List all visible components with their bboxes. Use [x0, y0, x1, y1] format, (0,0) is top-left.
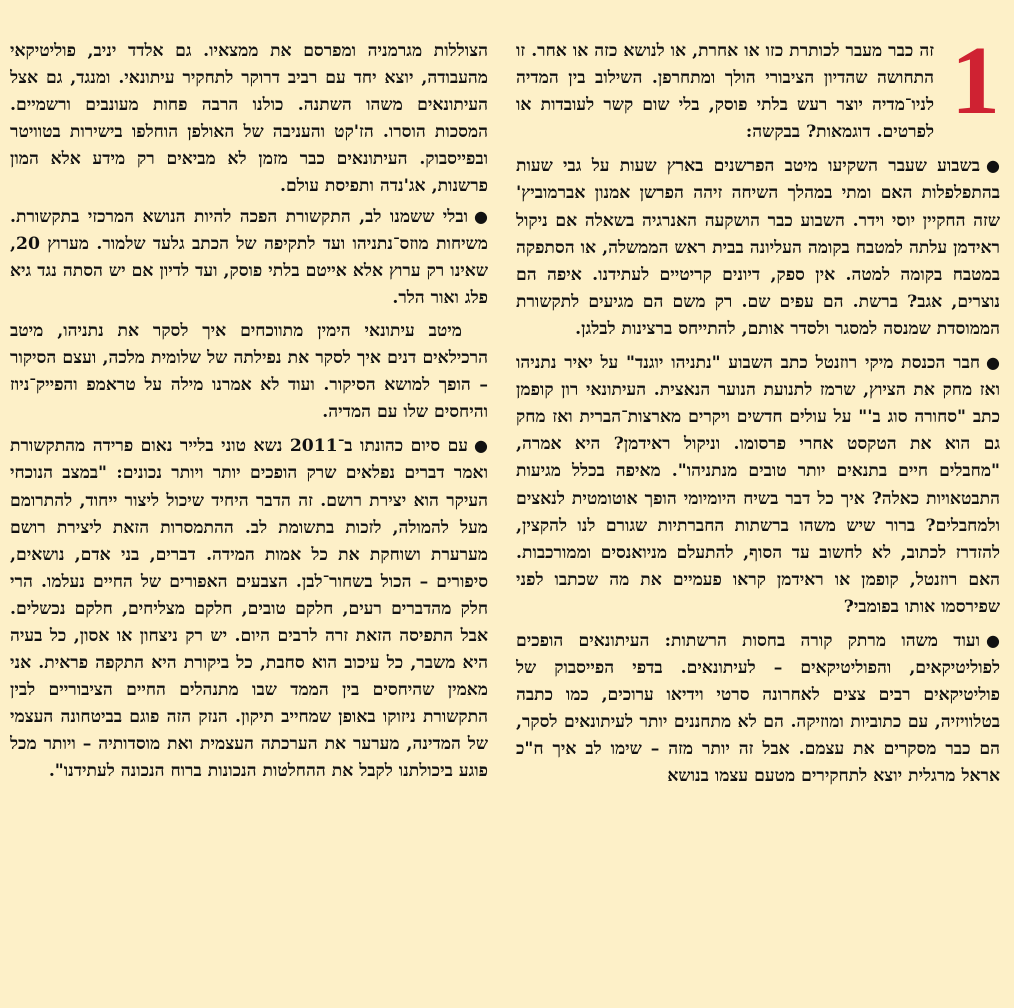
continuation-paragraph: הצוללות מגרמניה ומפרסם את ממצאיו. גם אלדד יניב, פוליטיקאי מהעבודה, יוצא יחד עם רביב דרוקר לתחקיר עיתונאי. ומנגד, גם אצל העיתונאים משהו השתנה. כולנו הרבה פחות מעונבים ורשמיים. המסכות הוסרו. הז'קט והעניבה של האולפן הוחלפו בישירות בטוויטר ובפייסבוק. העיתונאים כבר מזמן לא מביאים רק מידע אלא המון פרשנות, אג'נדה ותפיסת עולם.: [10, 41, 488, 197]
bullet-text-5: עם סיום כהונתו ב־2011 נשא טוני בלייר נאום פרידה מהתקשורת ואמר דברים נפלאים שרק הופכים יותר ויותר נכונים: "במצב הנוכחי העיקר הוא יצירת רושם. זה הדבר היחיד שיכול ליצור ייחוד, להתרומם מעל להמולה, לזכות בתשומת לב. ההתמסרות הזאת ליצירת רושם מערערת ושוחקת את כל אמות המידה. דברים, בני אדם, נושאים, סיפורים – הכול בשחור־לבן. הצבעים האפורים של החיים נעלמו. הרי חלק מהדברים רעים, חלקם טובים, חלקם מצליחים, חלקם נכשלים. אבל התפיסה הזאת זרה לרבים היום. יש רק ניצחון או אסון, כל בעיה היא משבר, כל עיכוב הוא סחבת, כל ביקורת היא התקפה פראית. אני מאמין שהיחסים בין הממד שבו מתנהלים החיים הציבוריים לבין התקשורת ניזוקו באופן שמחייב תיקון. הנזק הזה פוגם בביטחונה העצמי של המדינה, מערער את הערכתה העצמית ואת מוסדותיה – ויותר מכל פוגע ביכולתנו לקבל את ההחלטות הנכונות ברוח הנכונה לעתידנו".: [10, 436, 488, 782]
bullet-icon: ●: [474, 206, 488, 226]
bullet-icon: ●: [474, 436, 488, 456]
bullet-paragraph-4: [10, 203, 488, 312]
intro-paragraph: [516, 38, 1000, 146]
right-wing-journalists-paragraph: מיטב עיתונאי הימין מתווכחים איך לסקר את נתניהו, מיטב הרכילאים דנים איך לסקר את נפילתה של שלומית מלכה, ועצם הסיקור – הופך למושא הסיקור. ועוד לא אמרנו מילה על טראמפ והפייק־ניוז והיחסים שלו עם המדיה.: [10, 320, 488, 423]
bullet-text-2: חבר הכנסת מיקי רוזנטל כתב השבוע "נתניהו יוגנד" על יאיר נתניהו ואז מחק את הציוץ, שרמז לתנועת הנוער הנאצית. העיתונאי רון קופמן כתב "סחורה סוג ב'" על עולים חדשים ויקרים מארצות־הברית ואז מחק גם הוא את הטקסט אחרי פרסומו. וניקול ראידמן? היא אמרה, "מחבלים חיים בתנאים יותר טובים מנתניהו". מאיפה בכלל מגיעות התבטאויות כאלה? איך כל דבר בשיח היומיומי הופך אוטומטית לנאצים ולמחבלים? ברור שיש משהו ברשתות החברתיות שגורם לנו להקצין, להזדרז לכתוב, לא לחשוב עד הסוף, להתעלם מניואנסים וממורכבות. האם רוזנטל, קופמן או ראידמן קראו פעמיים את מה שכתבו לפני שפירסמו אותו בפומבי?: [516, 353, 1000, 617]
bullet-paragraph-2: [516, 349, 1000, 621]
bullet-icon: ●: [986, 156, 1000, 176]
article-column-left: [10, 38, 488, 998]
bullet-text-4: ובלי ששמנו לב, התקשורת הפכה להיות הנושא המרכזי בתקשורת. משיחות מוזס־נתניהו ועד לתקיפה של הכתב גלעד שלמור. מערוץ 20, שאינו רק ערוץ אלא אייטם בלתי פוסק, ועד לדיון אם יש הסתה נגד גיא פלג ואור הלר.: [10, 206, 488, 308]
drop-cap-numeral: 1: [951, 38, 1000, 135]
bullet-text-3: ועוד משהו מרתק קורה בחסות הרשתות: העיתונאים הופכים לפוליטיקאים, והפוליטיקאים – לעיתונאים. בדפי הפייסבוק של פוליטיקאים רבים צצים לאחרונה סרטי וידיאו ערוכים, כמו כתבה בטלוויזיה, עם כתוביות ומוזיקה. הם לא מתחננים יותר לעיתונאים לסקר, הם כבר מסקרים את עצמם. אבל זה יותר מזה – שימו לב איך ח"כ אראל מרגלית יוצא לתחקירים מטעם עצמו בנושא: [516, 630, 1000, 787]
bullet-paragraph-5: [10, 432, 488, 785]
bullet-icon: ●: [986, 353, 1000, 373]
article-column-right: [516, 38, 1000, 998]
bullet-icon: ●: [986, 630, 1000, 650]
bullet-paragraph-3: [516, 627, 1000, 791]
bullet-text-1: בשבוע שעבר השקיעו מיטב הפרשנים בארץ שעות על גבי שעות בהתפלפלות האם ומתי במהלך השיחה זיהה הפרשן אמנון אברמוביץ' שזה החקיין יוסי וידר. השבוע כבר הושקעה האנרגיה בשאלה אם ניקול ראידמן עלתה למטבח בקומה העליונה בבית ראש הממשלה, או הסתפקה במטבח בקומה למטה. אין ספק, דיונים קריטיים לעתידנו. איפה הם נוצרים, אגב? ברשת. הם עפים שם. רק משם הם מגיעים לתקשורת הממוסדת שמנסה למסגר ולסדר אותם, להתייחס ברצינות לבלגן.: [516, 156, 1000, 339]
intro-text: זה כבר מעבר לכותרת כזו או אחרת, או לנושא כזה או אחר. זו התחושה שהדיון הציבורי הולך ומתחרפן. השילוב בין המדיה לניו־מדיה יוצר רעש בלתי פוסק, בלי שום קשר לעובדות או לפרטים. דוגמאות? בבקשה:: [516, 41, 934, 143]
bullet-paragraph-1: [516, 152, 1000, 343]
